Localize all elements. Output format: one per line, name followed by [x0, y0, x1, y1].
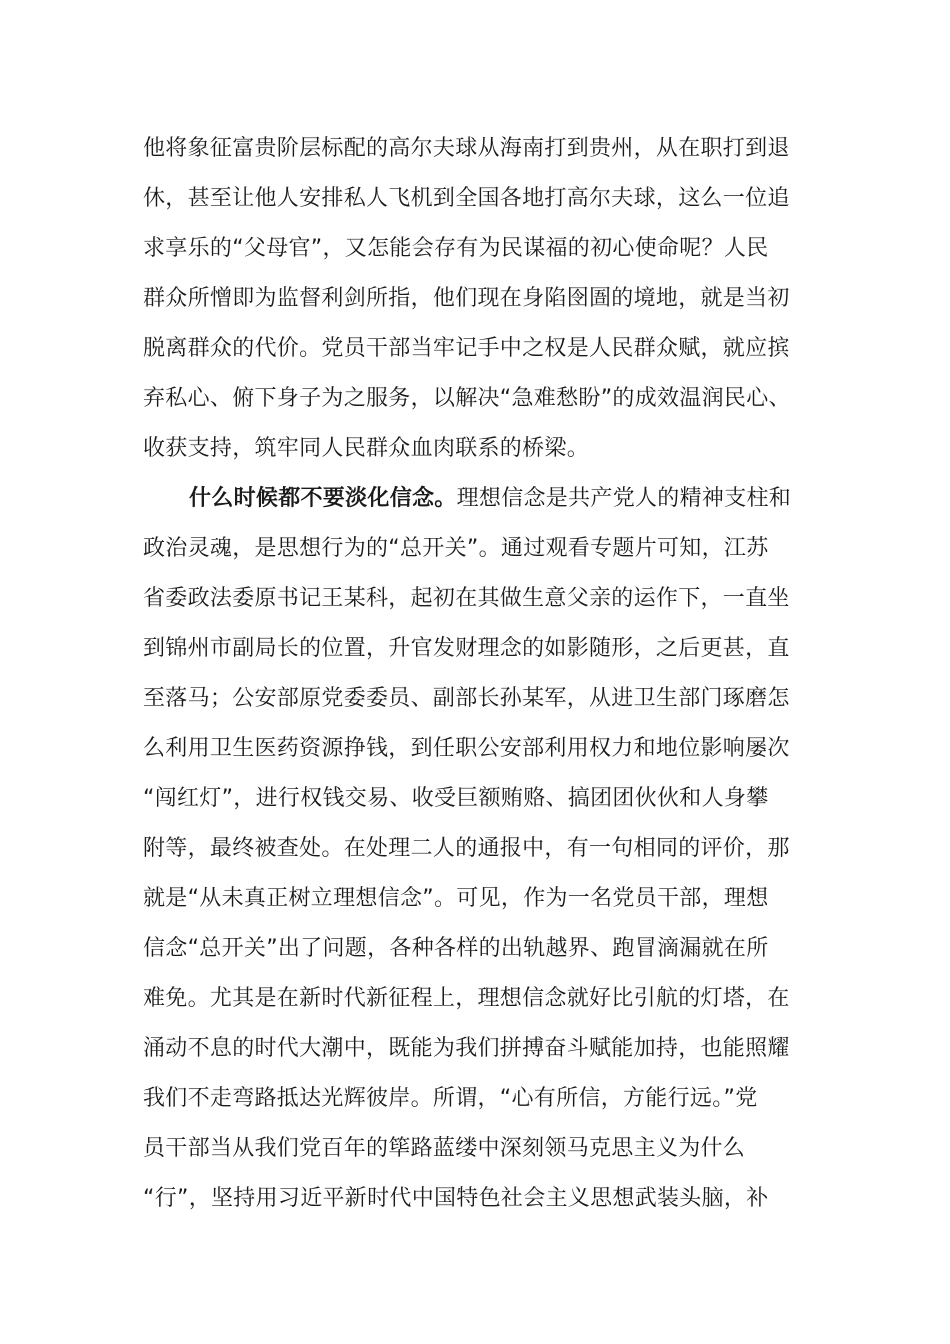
paragraph-first-line	[189, 484, 791, 514]
paragraph-line: 政治灵魂，是思想行为的“总开关”。通过观看专题片可知，江苏	[143, 536, 769, 561]
paragraph-line: 弃私心、俯下身子为之服务，以解决“急难愁盼”的成效温润民心、	[143, 386, 791, 411]
paragraph-line: “行”，坚持用习近平新时代中国特色社会主义思想武装头脑，补	[143, 1186, 769, 1211]
paragraph-line: 收获支持，筑牢同人民群众血肉联系的桥梁。	[143, 436, 590, 461]
paragraph-heading: 什么时候都不要淡化信念。	[189, 486, 457, 511]
paragraph-line: 员干部当从我们党百年的筚路蓝缕中深刻领马克思主义为什么	[143, 1136, 746, 1161]
paragraph-line: 到锦州市副局长的位置，升官发财理念的如影随形，之后更甚，直	[143, 636, 790, 661]
paragraph-line: 休，甚至让他人安排私人飞机到全国各地打高尔夫球，这么一位追	[143, 186, 790, 211]
paragraph-line: 么利用卫生医药资源挣钱，到任职公安部利用权力和地位影响屡次	[143, 736, 790, 761]
paragraph-line: 求享乐的“父母官”，又怎能会存有为民谋福的初心使命呢？人民	[143, 236, 769, 261]
paragraph-line: 省委政法委原书记王某科，起初在其做生意父亲的运作下，一直坐	[143, 586, 790, 611]
paragraph-line: 至落马；公安部原党委委员、副部长孙某军，从进卫生部门琢磨怎	[143, 686, 790, 711]
paragraph-line: 脱离群众的代价。党员干部当牢记手中之权是人民群众赋，就应摈	[143, 336, 790, 361]
paragraph-line: “闯红灯”，进行权钱交易、收受巨额贿赂、搞团团伙伙和人身攀	[143, 786, 769, 811]
paragraph-line: 他将象征富贵阶层标配的高尔夫球从海南打到贵州，从在职打到退	[143, 136, 790, 161]
paragraph-line: 群众所憎即为监督利剑所指，他们现在身陷囹圄的境地，就是当初	[143, 286, 790, 311]
paragraph-line: 信念“总开关”出了问题，各种各样的出轨越界、跑冒滴漏就在所	[143, 936, 769, 961]
paragraph-line: 我们不走弯路抵达光辉彼岸。所谓，“心有所信，方能行远。”党	[143, 1086, 758, 1111]
paragraph-line: 难免。尤其是在新时代新征程上，理想信念就好比引航的灯塔，在	[143, 986, 790, 1011]
paragraph-line: 附等，最终被查处。在处理二人的通报中，有一句相同的评价，那	[143, 836, 790, 861]
paragraph-line: 涌动不息的时代大潮中，既能为我们拼搏奋斗赋能加持，也能照耀	[143, 1036, 790, 1061]
paragraph-line-rest: 理想信念是共产党人的精神支柱和	[456, 486, 792, 511]
paragraph-line: 就是“从未真正树立理想信念”。可见，作为一名党员干部，理想	[143, 886, 769, 911]
